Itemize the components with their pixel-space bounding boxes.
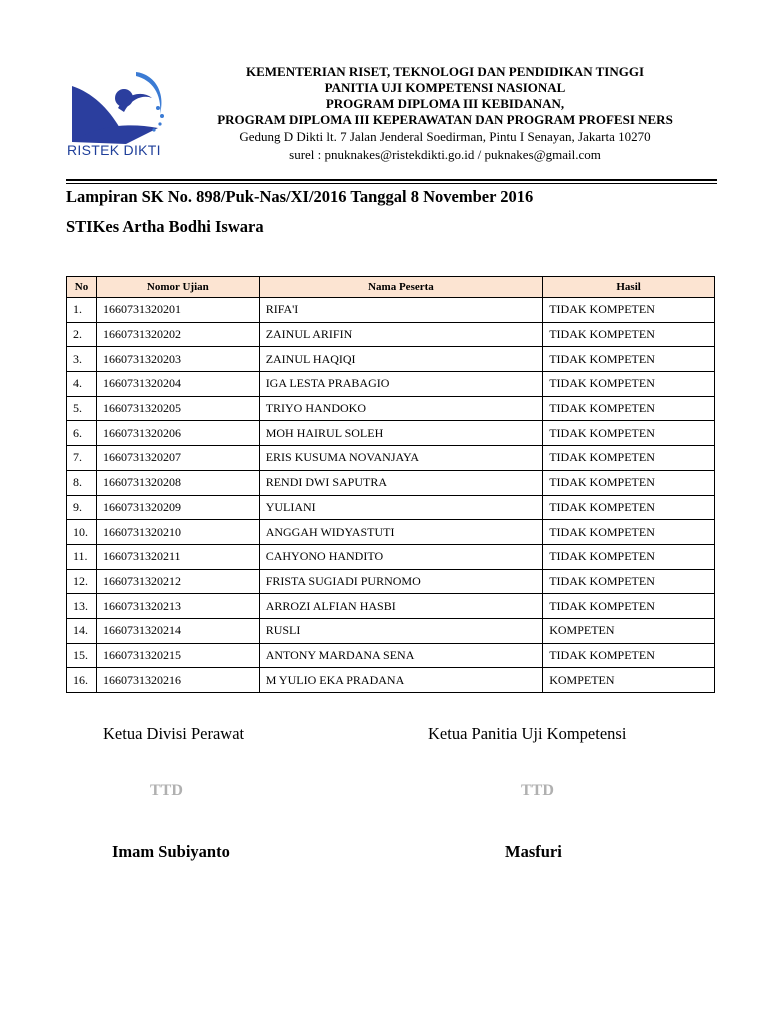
cell-nomor-ujian: 1660731320214: [96, 618, 259, 643]
table-row: [67, 618, 715, 643]
cell-no: 11.: [67, 544, 97, 569]
cell-no: 14.: [67, 618, 97, 643]
cell-hasil: TIDAK KOMPETEN: [543, 470, 715, 495]
cell-nama-peserta: ZAINUL HAQIQI: [259, 347, 543, 372]
left-signer-role: Ketua Divisi Perawat: [103, 724, 245, 743]
cell-nama-peserta: RUSLI: [259, 618, 543, 643]
cell-nomor-ujian: 1660731320203: [96, 347, 259, 372]
table-row: [67, 594, 715, 619]
table-row: [67, 643, 715, 668]
table-row: [67, 495, 715, 520]
cell-nomor-ujian: 1660731320209: [96, 495, 259, 520]
header-program-keperawatan: PROGRAM DIPLOMA III KEPERAWATAN DAN PROGRAM PROFESI NERS: [217, 112, 673, 127]
cell-nomor-ujian: 1660731320206: [96, 421, 259, 446]
table-row: [67, 298, 715, 323]
cell-hasil: TIDAK KOMPETEN: [543, 372, 715, 397]
column-header-nomor-ujian: Nomor Ujian: [96, 277, 259, 298]
cell-nomor-ujian: 1660731320208: [96, 470, 259, 495]
header-address: Gedung D Dikti lt. 7 Jalan Jenderal Soedirman, Pintu I Senayan, Jakarta 10270: [239, 129, 651, 144]
column-header-no: No: [67, 277, 97, 298]
logo-text: RISTEK DIKTI: [67, 142, 161, 158]
lampiran-title: Lampiran SK No. 898/Puk-Nas/XI/2016 Tanggal 8 November 2016: [66, 187, 534, 206]
cell-nama-peserta: ERIS KUSUMA NOVANJAYA: [259, 446, 543, 471]
header-program-kebidanan: PROGRAM DIPLOMA III KEBIDANAN,: [325, 96, 565, 111]
cell-nomor-ujian: 1660731320204: [96, 372, 259, 397]
cell-nama-peserta: CAHYONO HANDITO: [259, 544, 543, 569]
cell-hasil: TIDAK KOMPETEN: [543, 396, 715, 421]
institution-name: STIKes Artha Bodhi Iswara: [66, 217, 264, 236]
cell-no: 3.: [67, 347, 97, 372]
cell-no: 2.: [67, 322, 97, 347]
header-divider: [66, 179, 717, 181]
cell-no: 13.: [67, 594, 97, 619]
right-signer-name: Masfuri: [505, 842, 562, 861]
cell-nama-peserta: MOH HAIRUL SOLEH: [259, 421, 543, 446]
cell-hasil: TIDAK KOMPETEN: [543, 322, 715, 347]
cell-no: 4.: [67, 372, 97, 397]
table-row: [67, 396, 715, 421]
left-signer-name: Imam Subiyanto: [112, 842, 230, 861]
cell-hasil: TIDAK KOMPETEN: [543, 347, 715, 372]
cell-nomor-ujian: 1660731320205: [96, 396, 259, 421]
cell-hasil: TIDAK KOMPETEN: [543, 495, 715, 520]
cell-no: 5.: [67, 396, 97, 421]
cell-nama-peserta: ARROZI ALFIAN HASBI: [259, 594, 543, 619]
table-header-row: [67, 277, 715, 298]
cell-hasil: TIDAK KOMPETEN: [543, 594, 715, 619]
cell-no: 1.: [67, 298, 97, 323]
cell-nomor-ujian: 1660731320202: [96, 322, 259, 347]
participants-table: [66, 276, 715, 693]
cell-hasil: TIDAK KOMPETEN: [543, 421, 715, 446]
cell-hasil: TIDAK KOMPETEN: [543, 643, 715, 668]
column-header-hasil: Hasil: [543, 277, 715, 298]
cell-hasil: TIDAK KOMPETEN: [543, 446, 715, 471]
table-row: [67, 446, 715, 471]
cell-nama-peserta: IGA LESTA PRABAGIO: [259, 372, 543, 397]
table-row: [67, 569, 715, 594]
cell-no: 7.: [67, 446, 97, 471]
cell-nomor-ujian: 1660731320207: [96, 446, 259, 471]
table-row: [67, 347, 715, 372]
table-row: [67, 421, 715, 446]
table-row: [67, 668, 715, 693]
header-divider-thin: [66, 183, 717, 184]
cell-no: 12.: [67, 569, 97, 594]
right-signer-role: Ketua Panitia Uji Kompetensi: [428, 724, 627, 743]
cell-nomor-ujian: 1660731320215: [96, 643, 259, 668]
letterhead: [180, 64, 710, 164]
cell-nomor-ujian: 1660731320213: [96, 594, 259, 619]
cell-nama-peserta: ANTONY MARDANA SENA: [259, 643, 543, 668]
cell-nama-peserta: YULIANI: [259, 495, 543, 520]
cell-nomor-ujian: 1660731320216: [96, 668, 259, 693]
cell-no: 8.: [67, 470, 97, 495]
table-row: [67, 470, 715, 495]
cell-nama-peserta: RENDI DWI SAPUTRA: [259, 470, 543, 495]
cell-nama-peserta: RIFA'I: [259, 298, 543, 323]
header-ministry: KEMENTERIAN RISET, TEKNOLOGI DAN PENDIDIKAN TINGGI: [245, 64, 645, 79]
table-row: [67, 372, 715, 397]
cell-no: 6.: [67, 421, 97, 446]
table-body: [67, 298, 715, 693]
cell-nama-peserta: TRIYO HANDOKO: [259, 396, 543, 421]
right-signature-mark: TTD: [521, 782, 554, 799]
left-signature-mark: TTD: [150, 782, 183, 799]
cell-hasil: TIDAK KOMPETEN: [543, 298, 715, 323]
cell-nama-peserta: ANGGAH WIDYASTUTI: [259, 520, 543, 545]
cell-nama-peserta: ZAINUL ARIFIN: [259, 322, 543, 347]
cell-hasil: TIDAK KOMPETEN: [543, 520, 715, 545]
column-header-nama-peserta: Nama Peserta: [259, 277, 543, 298]
header-committee: PANITIA UJI KOMPETENSI NASIONAL: [324, 80, 566, 95]
table-row: [67, 520, 715, 545]
cell-nama-peserta: M YULIO EKA PRADANA: [259, 668, 543, 693]
cell-nama-peserta: FRISTA SUGIADI PURNOMO: [259, 569, 543, 594]
header-email: surel : pnuknakes@ristekdikti.go.id / puknakes@gmail.com: [289, 147, 601, 162]
cell-nomor-ujian: 1660731320210: [96, 520, 259, 545]
cell-hasil: TIDAK KOMPETEN: [543, 544, 715, 569]
cell-no: 16.: [67, 668, 97, 693]
cell-no: 10.: [67, 520, 97, 545]
table-row: [67, 544, 715, 569]
cell-nomor-ujian: 1660731320211: [96, 544, 259, 569]
cell-no: 9.: [67, 495, 97, 520]
cell-hasil: KOMPETEN: [543, 668, 715, 693]
table-row: [67, 322, 715, 347]
cell-nomor-ujian: 1660731320201: [96, 298, 259, 323]
cell-nomor-ujian: 1660731320212: [96, 569, 259, 594]
cell-hasil: TIDAK KOMPETEN: [543, 569, 715, 594]
cell-no: 15.: [67, 643, 97, 668]
cell-hasil: KOMPETEN: [543, 618, 715, 643]
